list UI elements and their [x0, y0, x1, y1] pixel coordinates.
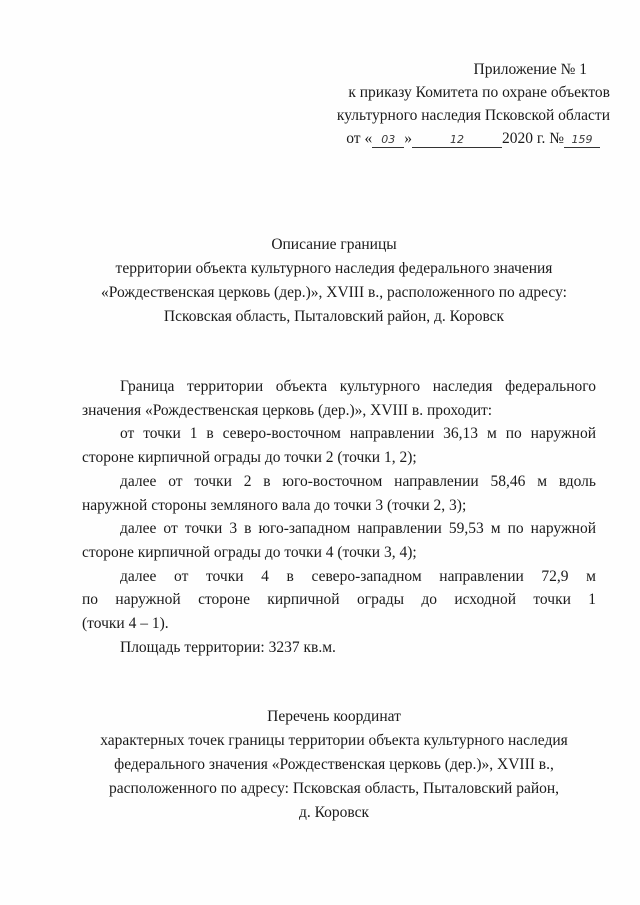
segment-3-line-1: далее от точки 3 в юго-западном направлении 59,53 м по наружной — [120, 520, 596, 538]
date-month-handwritten: 12 — [449, 133, 464, 146]
appendix-date-line — [300, 127, 610, 150]
description-subtitle-3: Псковская область, Пыталовский район, д. Коровск — [163, 308, 505, 325]
segment-4-line-3: (точки 4 – 1). — [82, 615, 169, 633]
territory-area: Площадь территории: 3237 кв.м. — [120, 638, 336, 656]
date-prefix: от « — [346, 130, 373, 147]
appendix-order-line: к приказу Комитета по охране объектов — [348, 84, 610, 101]
coordinates-heading — [60, 705, 608, 825]
segment-1-line-2: стороне кирпичной ограды до точки 2 (точки 1, 2); — [82, 449, 417, 467]
coordinates-subtitle-4: д. Коровск — [298, 804, 370, 821]
order-number-field — [564, 131, 600, 148]
coordinates-subtitle-3: расположенного по адресу: Псковская область, Пыталовский район, — [108, 780, 560, 797]
segment-1-line-1: от точки 1 в северо-восточном направлении 36,13 м по наружной — [120, 425, 596, 443]
segment-2-line-1: далее от точки 2 в юго-восточном направлении 58,46 м вдоль — [120, 472, 596, 490]
intro-line-2: значения «Рождественская церковь (дер.)», XVIII в. проходит: — [82, 401, 493, 419]
intro-line-1: Граница территории объекта культурного наследия федерального — [120, 378, 596, 395]
coordinates-subtitle-1: характерных точек границы территории объекта культурного наследия — [100, 732, 568, 749]
date-year: 2020 г. № — [501, 130, 564, 147]
date-day-field — [372, 131, 404, 148]
description-title: Описание границы — [271, 236, 397, 253]
description-subtitle-1: территории объекта культурного наследия федерального значения — [115, 260, 553, 277]
description-subtitle-2: «Рождественская церковь (дер.)», XVIII в., расположенного по адресу: — [101, 284, 567, 301]
boundary-description — [82, 375, 596, 659]
segment-4-line-2: по наружной стороне кирпичной ограды до исходной точки 1 — [82, 591, 596, 609]
appendix-block — [300, 58, 610, 150]
segment-4-line-1: далее от точки 4 в северо-западном направлении 72,9 м — [120, 567, 596, 585]
appendix-committee-line: культурного наследия Псковской области — [336, 107, 610, 124]
date-mid: » — [404, 130, 412, 147]
segment-3-line-2: стороне кирпичной ограды до точки 4 (точки 3, 4); — [82, 543, 417, 561]
coordinates-subtitle-2: федерального значения «Рождественская церковь (дер.)», XVIII в., — [114, 756, 554, 773]
coordinates-title: Перечень координат — [267, 708, 401, 725]
date-day-handwritten: 03 — [381, 133, 396, 146]
order-number-handwritten: 159 — [571, 133, 593, 146]
date-month-field — [412, 131, 502, 148]
description-heading — [60, 233, 608, 329]
segment-2-line-2: наружной стороны земляного вала до точки 3 (точки 2, 3); — [82, 496, 467, 514]
appendix-title: Приложение № 1 — [473, 61, 587, 78]
